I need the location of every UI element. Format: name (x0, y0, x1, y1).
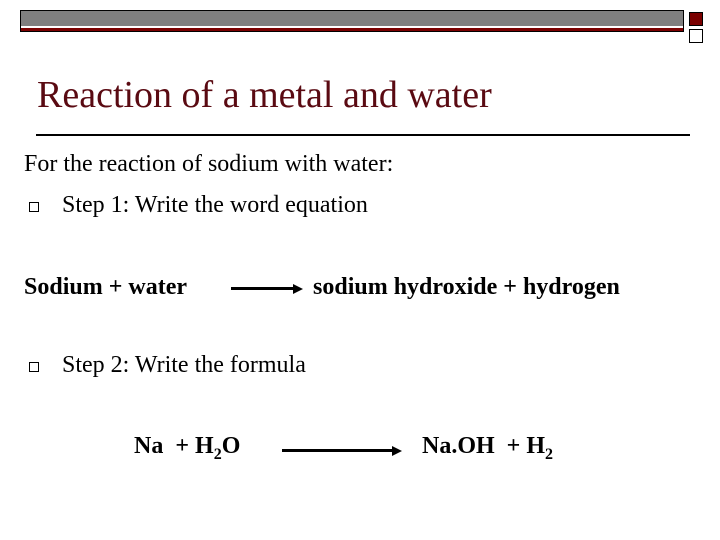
right-arrow-icon (282, 446, 402, 456)
corner-square-red (689, 12, 703, 26)
title-divider (36, 134, 690, 136)
slide-title: Reaction of a metal and water (37, 74, 492, 116)
formula-reactant-text: Na + H (134, 433, 214, 459)
square-bullet-icon (29, 362, 39, 372)
formula-reactants (134, 433, 240, 464)
intro-text: For the reaction of sodium with water: (24, 151, 394, 177)
right-arrow-icon (231, 284, 303, 294)
step-2-text: Step 2: Write the formula (62, 352, 306, 378)
formula-product-text: Na.OH + H (422, 433, 546, 459)
corner-square-white (689, 29, 703, 43)
formula-reactant-tail: O (221, 433, 241, 459)
formula-reactant-subscript: 2 (213, 446, 222, 463)
formula-products (422, 433, 553, 464)
word-equation-reactants: Sodium + water (24, 274, 188, 300)
formula-product-subscript: 2 (545, 446, 554, 463)
square-bullet-icon (29, 202, 39, 212)
word-equation-products: sodium hydroxide + hydrogen (313, 274, 620, 300)
step-1-text: Step 1: Write the word equation (62, 192, 368, 218)
header-decoration-bar (20, 10, 684, 32)
